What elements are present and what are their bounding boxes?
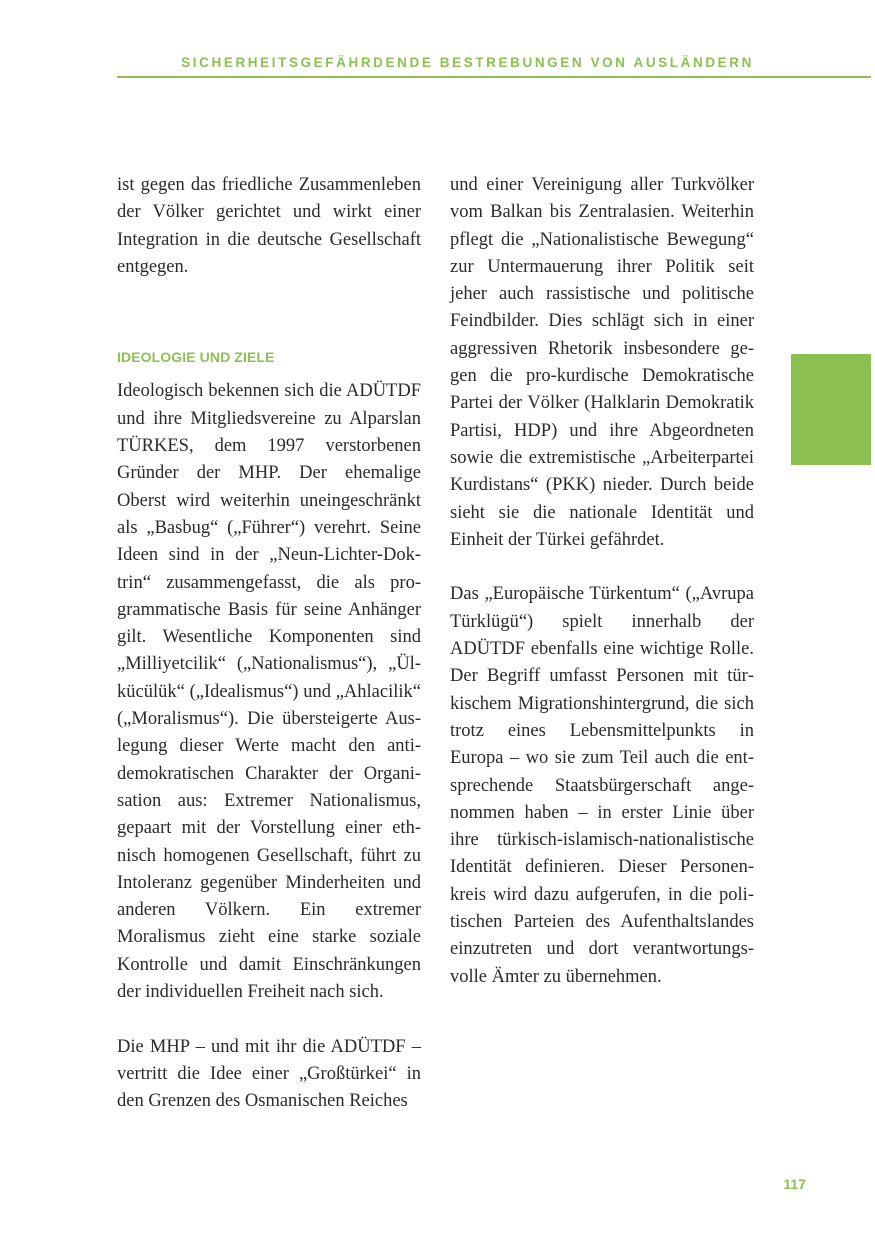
running-title: SICHERHEITSGEFÄHRDENDE BESTREBUNGEN VON AUSLÄNDERN (181, 55, 754, 70)
paragraph-left-2: Ideologisch bekennen sich die ADÜTDF und ihre Mitgliedsvereine zu Alparslan TÜRKES, dem 1997 verstorbenen Gründer der MHP. Der ehemalige Oberst wird weiterhin uneingeschränkt als „Basbug“ („Führer“) verehrt. Seine Ideen sind in der „Neun-Lichter-Doktrin“ zusammengefasst, die als programmatische Basis für seine Anhänger gilt. Wesentliche Komponenten sind „Milliyetcilik“ („Nationalismus“), „Ülkücülük“ („Idealismus“) und „Ahlacilik“ („Moralismus“). Die übersteigerte Auslegung dieser Werte macht den antidemokratischen Charakter der Organisation aus: Extremer Nationalismus, gepaart mit der Vorstellung einer ethnisch homogenen Gesellschaft, führt zu Intoleranz gegenüber Minderheiten und anderen Völkern. Ein extremer Moralismus zieht eine starke soziale Kontrolle und damit Einschränkungen der individuellen Freiheit nach sich. (117, 381, 421, 1003)
chapter-tab-marker (791, 354, 871, 465)
header-divider (117, 76, 871, 78)
left-column (117, 172, 421, 1116)
right-column (450, 172, 754, 991)
section-heading: IDEOLOGIE UND ZIELE (117, 349, 275, 366)
paragraph-right-1: und einer Vereinigung aller Turkvölker vom Balkan bis Zentralasien. Weiterhin pflegt die „Nationalistische Bewegung“ zur Untermauerung ihrer Politik seit jeher auch rassistische und politische Feindbilder. Dies schlägt sich in einer aggressiven Rhetorik insbesondere gegen die pro-kurdische Demokratische Partei der Völker (Halklarin Demokratik Partisi, HDP) und ihre Abgeordneten sowie die extremistische „Arbeiterpartei Kurdistans“ (PKK) nieder. Durch beide sieht sie die nationale Identität und Einheit der Türkei gefährdet. (450, 175, 754, 550)
paragraph-right-2: Das „Europäische Türkentum“ („Avrupa Türklügü“) spielt innerhalb der ADÜTDF ebenfalls eine wichtige Rolle. Der Begriff umfasst Personen mit türkischem Migrationshintergrund, die sich trotz eines Lebensmittelpunkts in Europa – wo sie zum Teil auch die entsprechende Staatsbürgerschaft angenommen haben – in erster Linie über ihre türkisch-islamisch-nationalistische Identität definieren. Dieser Personenkreis wird dazu aufgerufen, in die politischen Parteien des Aufenthaltslandes einzutreten und dort verantwortungsvolle Ämter zu übernehmen. (450, 584, 754, 987)
page-number: 117 (783, 1176, 806, 1192)
paragraph-left-3: Die MHP – und mit ihr die ADÜTDF – vertritt die Idee einer „Großtürkei“ in den Grenzen des Osmanischen Reiches (117, 1036, 421, 1112)
paragraph-left-1: ist gegen das friedliche Zusammenleben der Völker gerichtet und wirkt einer Integration in die deutsche Gesellschaft entgegen. (117, 175, 421, 277)
